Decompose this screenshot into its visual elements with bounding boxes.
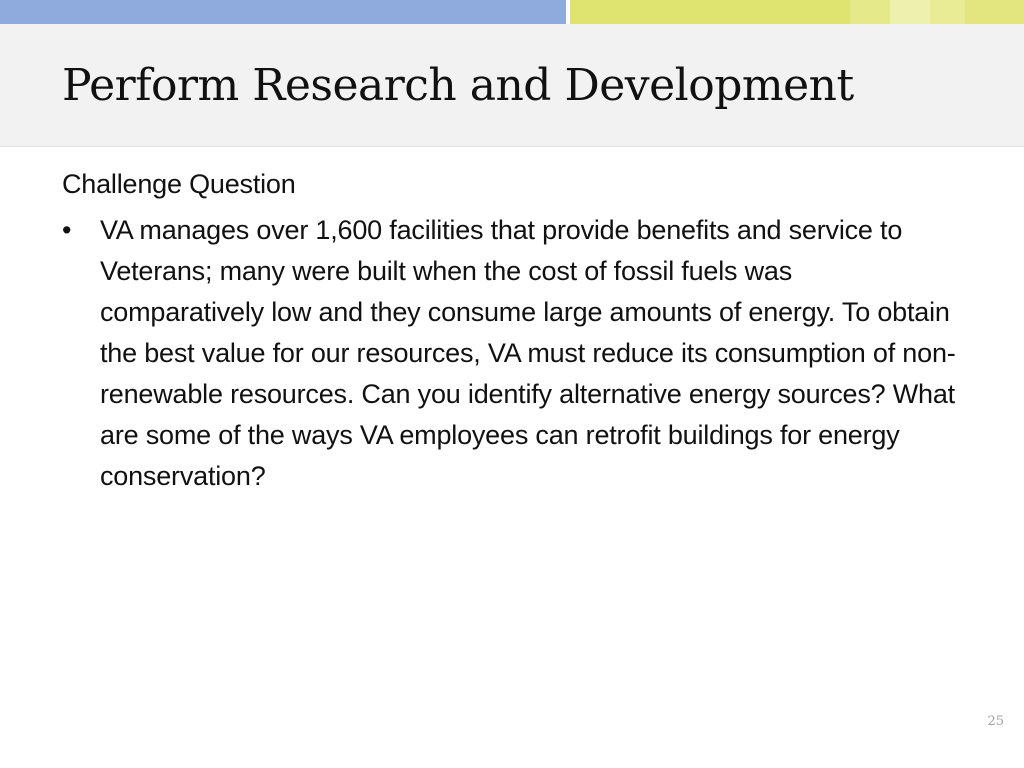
slide-title: Perform Research and Development bbox=[62, 60, 854, 111]
title-bar bbox=[0, 24, 1024, 147]
slide-content bbox=[62, 164, 972, 497]
green-band-segment bbox=[570, 0, 1024, 24]
bullet-item bbox=[62, 210, 972, 497]
bullet-text: VA manages over 1,600 facilities that provide benefits and service to Veterans; many were built when the cost of fossil fuels was comparatively low and they consume large amounts of energy. To obtain the best value for our resources, VA must reduce its consumption of non-renewable resources. Can you identify alternative energy sources? What are some of the ways VA employees can retrofit buildings for energy conservation? bbox=[100, 215, 956, 491]
page-number: 25 bbox=[987, 714, 1004, 729]
bullet-marker: • bbox=[62, 215, 72, 245]
blue-band-segment bbox=[0, 0, 566, 24]
top-decorative-band bbox=[0, 0, 1024, 24]
challenge-question-heading: Challenge Question bbox=[62, 169, 296, 199]
